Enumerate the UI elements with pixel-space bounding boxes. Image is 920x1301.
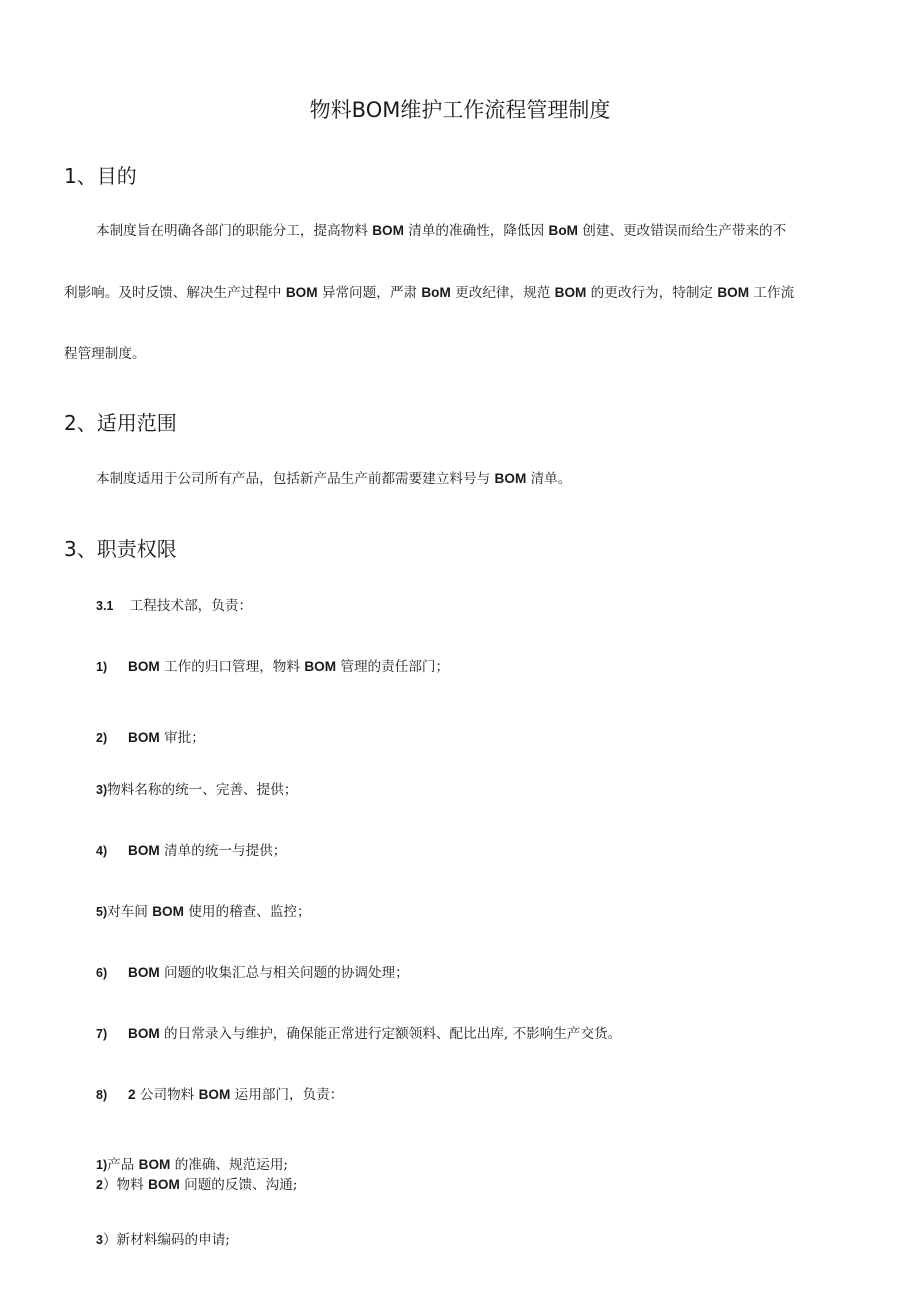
text-run: 产品 bbox=[107, 1157, 139, 1173]
list-item bbox=[96, 1083, 343, 1103]
item-number: 4) bbox=[96, 844, 108, 858]
bold-run: BOM bbox=[494, 471, 527, 486]
text-run: 问题的收集汇总与相关问题的协调处理； bbox=[159, 965, 409, 981]
list-item bbox=[96, 900, 311, 920]
bold-run: BOM bbox=[128, 843, 160, 858]
text-run: 的更改行为，特制定 bbox=[586, 285, 718, 301]
bold-run: BOM bbox=[198, 1087, 231, 1102]
text-run: 更改纪律，规范 bbox=[450, 285, 555, 301]
bold-run: BOM bbox=[128, 965, 160, 980]
text-run: 异常问题，严肃 bbox=[317, 285, 422, 301]
text-run: ）物料 bbox=[102, 1177, 149, 1193]
item-number: 3) bbox=[96, 783, 108, 797]
bold-run: BOM bbox=[152, 904, 184, 919]
list-item bbox=[96, 1228, 230, 1248]
subsection-3-1 bbox=[96, 594, 252, 614]
list-item bbox=[96, 655, 449, 675]
scope-line-1 bbox=[96, 467, 571, 487]
item-number: 2) bbox=[96, 731, 108, 745]
bold-run: BOM bbox=[138, 1157, 171, 1172]
bold-run: 2 bbox=[128, 1087, 136, 1102]
text-run: 利影响。及时反馈、解决生产过程中 bbox=[64, 285, 286, 301]
bold-run: BOM bbox=[128, 1026, 160, 1041]
bold-run: BOM bbox=[128, 730, 160, 745]
item-number: 1) bbox=[96, 1158, 108, 1172]
item-number: 3 bbox=[96, 1233, 103, 1247]
text-run: 使用的稽查、监控； bbox=[183, 904, 311, 920]
bold-run: BOM bbox=[128, 659, 160, 674]
bold-run: BoM bbox=[421, 285, 451, 300]
bold-run: BOM bbox=[554, 285, 587, 300]
text-run: 管理的责任部门； bbox=[336, 659, 450, 675]
item-number: 7) bbox=[96, 1027, 108, 1041]
text-run: 本制度旨在明确各部门的职能分工，提高物料 bbox=[96, 223, 373, 239]
list-item bbox=[96, 1022, 621, 1042]
subsection-number: 3.1 bbox=[96, 599, 114, 613]
section-heading-responsibilities: 3、职责权限 bbox=[64, 537, 177, 561]
section-heading-scope: 2、适用范围 bbox=[64, 411, 177, 435]
bold-run: BOM bbox=[717, 285, 750, 300]
purpose-line-1 bbox=[96, 219, 786, 239]
text-run: 的日常录入与维护，确保能正常进行定额领料、配比出库, 不影响生产交货。 bbox=[159, 1026, 622, 1042]
section-heading-purpose: 1、目的 bbox=[64, 164, 137, 188]
item-number: 6) bbox=[96, 966, 108, 980]
text-run: 清单的准确性，降低因 bbox=[403, 223, 549, 239]
text-run: 本制度适用于公司所有产品，包括新产品生产前都需要建立料号与 bbox=[96, 471, 495, 487]
text-run: ）新材料编码的申请; bbox=[102, 1232, 230, 1248]
text-run: 工作的归口管理，物料 bbox=[159, 659, 305, 675]
page-title: 物料BOM维护工作流程管理制度 bbox=[309, 98, 611, 122]
text-run: 工作流 bbox=[749, 285, 795, 301]
item-number: 5) bbox=[96, 905, 108, 919]
bold-run: BOM bbox=[304, 659, 337, 674]
list-item bbox=[96, 961, 409, 981]
list-item bbox=[96, 778, 297, 798]
list-item bbox=[96, 1173, 297, 1193]
list-item bbox=[96, 726, 205, 746]
text-run: 物料名称的统一、完善、提供； bbox=[107, 782, 298, 798]
list-item bbox=[96, 1153, 288, 1173]
text-run: 清单。 bbox=[526, 471, 572, 487]
item-number: 2 bbox=[96, 1178, 103, 1192]
purpose-line-2 bbox=[64, 281, 794, 301]
text-run: 清单的统一与提供； bbox=[159, 843, 287, 859]
text-run: 审批； bbox=[159, 730, 205, 746]
bold-run: BOM bbox=[148, 1177, 180, 1192]
bold-run: BoM bbox=[548, 223, 578, 238]
text-run: 运用部门，负责： bbox=[230, 1087, 344, 1103]
text-run: 的准确、规范运用; bbox=[170, 1157, 289, 1173]
text-run: 公司物料 bbox=[135, 1087, 199, 1103]
item-number: 8) bbox=[96, 1088, 108, 1102]
text-run: 问题的反馈、沟通; bbox=[179, 1177, 298, 1193]
item-number: 1) bbox=[96, 660, 108, 674]
purpose-line-3: 程管理制度。 bbox=[64, 346, 146, 362]
list-item bbox=[96, 839, 286, 859]
subsection-title: 工程技术部，负责： bbox=[129, 598, 253, 614]
bold-run: BOM bbox=[285, 285, 318, 300]
text-run: 创建、更改错误而给生产带来的不 bbox=[577, 223, 787, 239]
bold-run: BOM bbox=[372, 223, 404, 238]
text-run: 对车间 bbox=[107, 904, 153, 920]
